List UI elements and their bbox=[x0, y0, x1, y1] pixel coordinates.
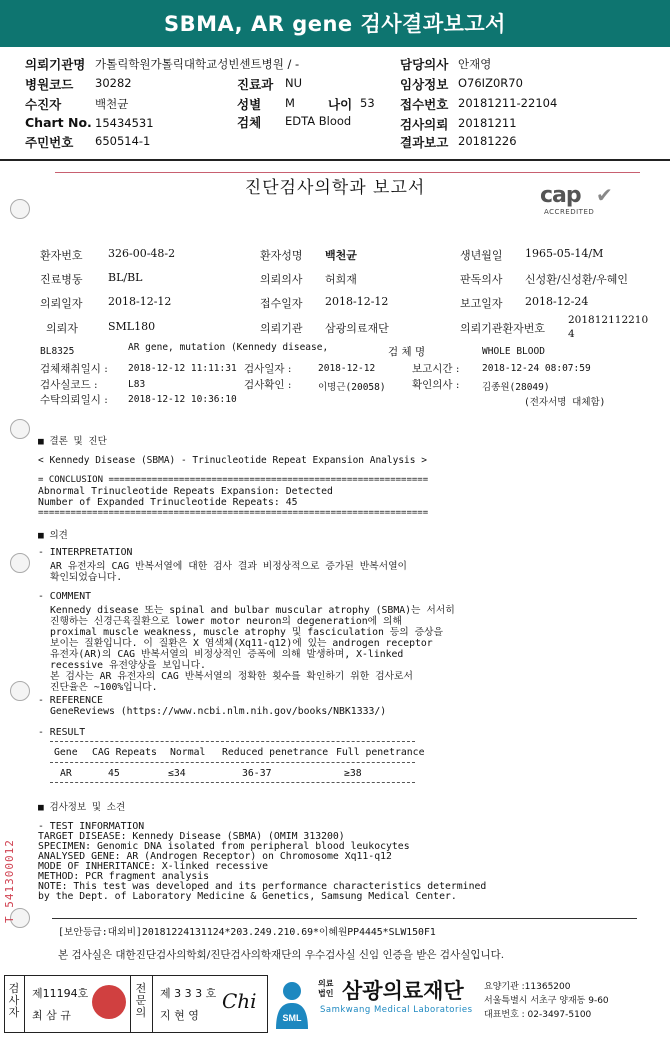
label-confirm-doctor: 확인의사 : bbox=[412, 379, 460, 391]
label-patient-name: 환자성명 bbox=[260, 249, 303, 262]
result-cell: ≤34 bbox=[168, 768, 186, 779]
label-patient-id: 환자번호 bbox=[40, 249, 83, 262]
label-commission-time: 수탁의뢰일시 : bbox=[40, 394, 108, 406]
value-resident-number: 650514-1 bbox=[95, 134, 151, 148]
legal-label-1: 의료 bbox=[318, 979, 334, 988]
result-col-header: CAG Repeats bbox=[92, 747, 157, 758]
value-report-date: 2018-12-24 bbox=[525, 295, 589, 308]
org-phone: 대표번호 : 02-3497-5100 bbox=[484, 1010, 592, 1020]
label-age: 나이 bbox=[328, 97, 353, 112]
punch-hole bbox=[10, 419, 30, 439]
specialist-license: 제 3 3 3 호 bbox=[160, 987, 217, 1000]
test-info-line: ANALYSED GENE: AR (Androgen Receptor) on Chromosome Xq11-q12 bbox=[38, 851, 392, 862]
value-sex: M bbox=[285, 96, 295, 110]
test-info-line: by the Dept. of Laboratory Medicine & Genetics, Samsung Medical Center. bbox=[38, 891, 457, 902]
comment-line: 유전자(AR)의 CAG 반복서열의 비정상적인 증폭에 의해 발생하며, X-linked bbox=[50, 649, 404, 660]
label-result-report: 결과보고 bbox=[400, 135, 449, 150]
value-specimen-name: WHOLE BLOOD bbox=[482, 346, 545, 357]
value-patient: 백천균 bbox=[95, 97, 129, 111]
label-test-request: 검사의뢰 bbox=[400, 117, 449, 132]
comment-line: 본 검사는 AR 유전자의 CAG 반복서열의 정확한 횟수를 확인하기 위한 검사로서 bbox=[50, 671, 413, 682]
header-separator bbox=[0, 159, 670, 161]
result-col-header: Gene bbox=[54, 747, 78, 758]
reference-heading: - REFERENCE bbox=[38, 695, 103, 706]
label-birth-date: 생년월일 bbox=[460, 249, 503, 262]
result-cell: AR bbox=[60, 768, 72, 779]
institution-code: 요양기관 :11365200 bbox=[484, 982, 571, 992]
result-col-header: Normal bbox=[170, 747, 206, 758]
label-requester: 의뢰자 bbox=[46, 322, 78, 335]
value-test-confirm: 이명근(20058) bbox=[318, 382, 386, 393]
label-specimen-name: 검 체 명 bbox=[388, 346, 426, 358]
comment-heading: - COMMENT bbox=[38, 591, 92, 602]
value-hospital-code: 30282 bbox=[95, 76, 132, 90]
reference-link: GeneReviews (https://www.ncbi.nlm.nih.gov/books/NBK1333/) bbox=[50, 706, 387, 717]
test-info-line: TARGET DISEASE: Kennedy Disease (SBMA) (OMIM 313200) bbox=[38, 831, 345, 842]
accreditation-note: 본 검사실은 대한진단검사의학회/진단검사의학재단의 우수검사실 신임 인증을 받은 검사실입니다. bbox=[58, 949, 505, 961]
label-requesting-doctor: 의뢰의사 bbox=[260, 273, 303, 286]
value-confirm-doctor: 김종원(28049) bbox=[482, 382, 550, 393]
result-table-rule bbox=[50, 741, 415, 742]
value-org-patient-number-cont: 4 bbox=[568, 328, 575, 340]
check-mark-icon: ✔ bbox=[596, 183, 613, 207]
value-requester: SML180 bbox=[108, 320, 156, 333]
e-signature-note: (전자서명 대체함) bbox=[524, 397, 606, 408]
label-ward: 진료병동 bbox=[40, 273, 83, 286]
interpretation-line: AR 유전자의 CAG 반복서열에 대한 검사 결과 비정상적으로 증가된 반복서열이 bbox=[50, 561, 408, 572]
result-heading: - RESULT bbox=[38, 727, 86, 738]
value-requesting-doctor: 허희재 bbox=[325, 273, 357, 286]
examiner-license: 제11194호 bbox=[32, 987, 89, 1000]
result-table-rule bbox=[50, 782, 415, 783]
cap-accredited-logo: cap ✔ ACCREDITED bbox=[540, 183, 613, 216]
test-info-line: METHOD: PCR fragment analysis bbox=[38, 871, 210, 882]
scanned-report bbox=[0, 163, 670, 975]
sml-logo-icon bbox=[270, 977, 314, 1029]
org-english-name: Samkwang Medical Laboratories bbox=[320, 1005, 473, 1015]
value-receipt-date: 2018-12-12 bbox=[325, 295, 389, 308]
label-requesting-org: 의뢰기관 bbox=[260, 322, 303, 335]
analysis-title: < Kennedy Disease (SBMA) - Trinucleotide Repeat Expansion Analysis > bbox=[38, 455, 427, 466]
comment-line: Kennedy disease 또는 spinal and bulbar muscular atrophy (SBMA)는 서서히 bbox=[50, 605, 455, 616]
result-col-header: Reduced penetrance bbox=[222, 747, 329, 758]
punch-hole bbox=[10, 553, 30, 573]
label-lab-code: 검사실코드 : bbox=[40, 379, 98, 391]
label-hospital-code: 병원코드 bbox=[25, 77, 74, 92]
value-patient-id: 326-00-48-2 bbox=[108, 247, 176, 260]
report-subtitle: 진단검사의학과 보고서 bbox=[244, 178, 426, 198]
vertical-serial-stamp: T 541300012 bbox=[3, 839, 16, 923]
value-requesting-institution: 가톨릭학원가톨릭대학교성빈센트병원 / - bbox=[95, 57, 300, 71]
comment-line: 진행하는 신경근육질환으로 lower motor neuron의 degeneration에 의해 bbox=[50, 616, 402, 627]
section-conclusion-heading: ■ 결론 및 진단 bbox=[38, 436, 107, 447]
org-name: 삼광의료재단 bbox=[342, 979, 464, 1003]
report-header-bar bbox=[0, 0, 670, 47]
value-specimen: EDTA Blood bbox=[285, 114, 352, 128]
svg-text:SML: SML bbox=[282, 1013, 302, 1023]
security-line: [보안등급:대외비]20181224131124*203.249.210.69*이혜원PP4445*SLW150F1 bbox=[58, 927, 436, 938]
label-org-patient-number: 의뢰기관환자번호 bbox=[460, 322, 546, 335]
label-report-time: 보고시간 : bbox=[412, 363, 460, 375]
label-receipt-date: 접수일자 bbox=[260, 297, 303, 310]
conclusion-line: = CONCLUSION =========================================================== bbox=[38, 475, 429, 485]
value-collection-time: 2018-12-12 11:11:31 bbox=[128, 363, 237, 374]
section-test-info-heading: ■ 검사정보 및 소견 bbox=[38, 802, 126, 813]
official-seal bbox=[92, 985, 126, 1019]
label-clinical-info: 임상정보 bbox=[400, 77, 449, 92]
comment-line: 보이는 질환입니다. 이 질환은 X 염색체(Xq11-q12)에 있는 androgen receptor bbox=[50, 638, 433, 649]
value-department: NU bbox=[285, 76, 303, 90]
label-patient: 수진자 bbox=[25, 97, 62, 112]
test-info-line: - TEST INFORMATION bbox=[38, 821, 145, 832]
label-test-date: 검사일자 : bbox=[244, 363, 292, 375]
label-reading-doctor: 판독의사 bbox=[460, 273, 503, 286]
label-receipt-number: 접수번호 bbox=[400, 97, 449, 112]
test-info-line: NOTE: This test was developed and its performance characteristics determined bbox=[38, 881, 487, 892]
conclusion-line: ======================================================================== bbox=[38, 508, 429, 518]
label-specialist-vertical: 전문의 bbox=[135, 982, 147, 1019]
result-table-rule bbox=[50, 762, 415, 763]
punch-hole bbox=[10, 681, 30, 701]
label-chart-no: Chart No. bbox=[25, 115, 92, 130]
punch-hole bbox=[10, 199, 30, 219]
value-org-patient-number: 201812112210 bbox=[568, 314, 649, 326]
value-receipt-number: 20181211-22104 bbox=[458, 96, 558, 110]
value-attending-doctor: 안재영 bbox=[458, 57, 492, 71]
test-name: AR gene, mutation (Kennedy disease, bbox=[128, 342, 329, 353]
value-birth-date: 1965-05-14/M bbox=[525, 247, 604, 260]
examiner-name: 최 삼 규 bbox=[32, 1009, 71, 1022]
conclusion-line: Number of Expanded Trinucleotide Repeats: 45 bbox=[38, 497, 298, 508]
label-report-date: 보고일자 bbox=[460, 297, 503, 310]
security-rule bbox=[52, 918, 637, 919]
value-test-request: 20181211 bbox=[458, 116, 517, 130]
test-info-line: SPECIMEN: Genomic DNA isolated from peripheral blood leukocytes bbox=[38, 841, 410, 852]
label-request-date: 의뢰일자 bbox=[40, 297, 83, 310]
value-ward: BL/BL bbox=[108, 271, 143, 284]
result-cell: ≥38 bbox=[344, 768, 362, 779]
value-lab-code: L83 bbox=[128, 379, 146, 390]
label-resident-number: 주민번호 bbox=[25, 135, 74, 150]
result-cell: 36-37 bbox=[242, 768, 272, 779]
result-cell: 45 bbox=[108, 768, 120, 779]
org-address: 서울특별시 서초구 양재동 9-60 bbox=[484, 996, 609, 1006]
section-opinion-heading: ■ 의견 bbox=[38, 530, 68, 541]
specialist-name: 지 현 영 bbox=[160, 1009, 199, 1022]
value-commission-time: 2018-12-12 10:36:10 bbox=[128, 394, 237, 405]
value-reading-doctor: 신성환/신성환/우혜인 bbox=[525, 273, 629, 286]
label-specimen: 검체 bbox=[237, 115, 262, 130]
label-examiner-vertical: 검사자 bbox=[8, 982, 20, 1019]
interpretation-line: 확인되었습니다. bbox=[50, 572, 123, 583]
report-title: SBMA, AR gene 검사결과보고서 bbox=[164, 12, 506, 36]
value-report-time: 2018-12-24 08:07:59 bbox=[482, 363, 591, 374]
label-attending-doctor: 담당의사 bbox=[400, 57, 449, 72]
signature: Chi bbox=[222, 989, 257, 1013]
value-request-date: 2018-12-12 bbox=[108, 295, 172, 308]
comment-line: proximal muscle weakness, muscle atrophy 및 fasciculation 등의 증상을 bbox=[50, 627, 443, 638]
footer bbox=[0, 975, 670, 1040]
result-col-header: Full penetrance bbox=[336, 747, 425, 758]
request-info-block bbox=[0, 47, 670, 157]
comment-line: 진단율은 ~100%입니다. bbox=[50, 682, 158, 693]
test-info-line: MODE OF INHERITANCE: X-linked recessive bbox=[38, 861, 269, 872]
value-chart-no: 15434531 bbox=[95, 116, 154, 130]
value-result-report: 20181226 bbox=[458, 134, 517, 148]
conclusion-line: Abnormal Trinucleotide Repeats Expansion: Detected bbox=[38, 486, 333, 497]
label-collection-time: 검체채취일시 : bbox=[40, 363, 108, 375]
interpretation-heading: - INTERPRETATION bbox=[38, 547, 133, 558]
test-code: BL8325 bbox=[40, 346, 75, 357]
comment-line: recessive 유전양상을 보입니다. bbox=[50, 660, 206, 671]
label-department: 진료과 bbox=[237, 77, 274, 92]
label-requesting-institution: 의뢰기관명 bbox=[25, 57, 86, 72]
label-test-confirm: 검사확인 : bbox=[244, 379, 292, 391]
value-test-date: 2018-12-12 bbox=[318, 363, 376, 374]
value-patient-name: 백천균 bbox=[325, 249, 357, 262]
value-requesting-org: 삼광의료재단 bbox=[325, 322, 389, 335]
value-age: 53 bbox=[360, 96, 375, 110]
legal-label-2: 법인 bbox=[318, 989, 334, 998]
label-sex: 성별 bbox=[237, 97, 262, 112]
value-clinical-info: O76IZ0R70 bbox=[458, 76, 523, 90]
